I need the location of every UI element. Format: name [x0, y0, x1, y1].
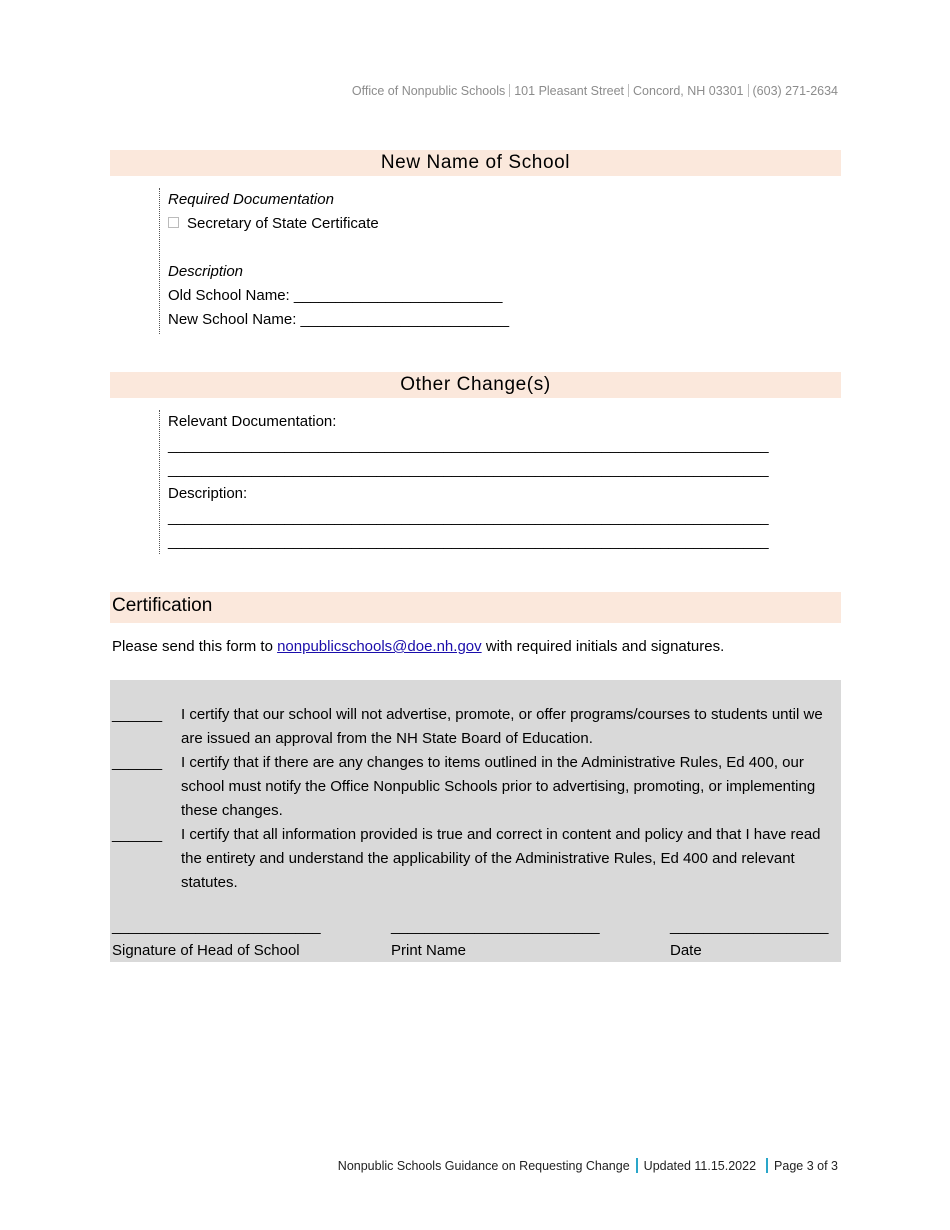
footer-divider	[766, 1158, 768, 1173]
new-school-name-field[interactable]: New School Name: _________________________	[168, 311, 510, 328]
certification-item	[112, 751, 840, 823]
certification-section-header	[110, 592, 841, 623]
relevant-documentation-label: Relevant Documentation:	[168, 413, 337, 430]
old-school-name-field[interactable]: Old School Name: _________________________	[168, 287, 503, 304]
other-changes-title: Other Change(s)	[400, 374, 551, 395]
certification-item	[112, 823, 840, 895]
signature-line[interactable]: _________________________	[112, 918, 321, 935]
footer-divider	[636, 1158, 638, 1173]
certification-title: Certification	[112, 595, 213, 616]
initials-blank[interactable]: ______	[112, 706, 163, 723]
header-phone: (603) 271-2634	[752, 84, 838, 98]
initials-blank[interactable]: ______	[112, 754, 163, 771]
send-suffix: with required initials and signatures.	[485, 638, 725, 655]
page-header	[352, 84, 838, 98]
email-link[interactable]: nonpublicschools@doe.nh.gov	[277, 638, 482, 655]
signature-label: Signature of Head of School	[112, 942, 300, 959]
header-street: 101 Pleasant Street	[514, 84, 625, 98]
description-line[interactable]: ________________________________________________________________________	[168, 533, 769, 550]
header-divider	[628, 84, 629, 97]
header-divider	[509, 84, 510, 97]
sos-certificate-item	[168, 212, 509, 236]
page-footer	[338, 1158, 838, 1173]
print-name-label: Print Name	[391, 942, 467, 959]
send-prefix: Please send this form to	[112, 638, 273, 655]
new-name-section-header	[110, 150, 841, 176]
header-city: Concord, NH 03301	[633, 84, 744, 98]
description-line[interactable]: ________________________________________________________________________	[168, 509, 769, 526]
date-line[interactable]: ___________________	[670, 918, 829, 935]
other-changes-section-body	[159, 410, 769, 554]
header-office: Office of Nonpublic Schools	[351, 84, 506, 98]
other-changes-section-header	[110, 372, 841, 398]
other-description-label: Description:	[168, 485, 248, 502]
print-name-line[interactable]: _________________________	[391, 918, 600, 935]
header-divider	[748, 84, 749, 97]
relevant-documentation-line[interactable]: ________________________________________________________________________	[168, 461, 769, 478]
required-documentation-label: Required Documentation	[168, 191, 334, 208]
send-instructions	[112, 638, 724, 655]
footer-page: Page 3 of 3	[774, 1159, 838, 1173]
new-name-section-body	[159, 188, 509, 334]
footer-updated: Updated 11.15.2022	[643, 1159, 757, 1173]
certification-text: I certify that our school will not advertise, promote, or offer programs/courses to students until we are issued an approval from the NH State Board of Education.	[181, 706, 823, 747]
certification-text: I certify that all information provided is true and correct in content and policy and that I have read the entirety and understand the applicability of the Administrative Rules, Ed 400 and relevant statutes.	[181, 826, 821, 891]
sos-certificate-checkbox[interactable]	[168, 217, 179, 228]
description-label: Description	[168, 263, 244, 280]
date-label: Date	[670, 942, 702, 959]
footer-doc-title: Nonpublic Schools Guidance on Requesting Change	[337, 1159, 630, 1173]
new-name-title: New Name of School	[380, 152, 571, 173]
certification-item	[112, 703, 840, 751]
sos-certificate-label: Secretary of State Certificate	[187, 215, 379, 232]
relevant-documentation-line[interactable]: ________________________________________________________________________	[168, 437, 769, 454]
initials-blank[interactable]: ______	[112, 826, 163, 843]
certification-text: I certify that if there are any changes to items outlined in the Administrative Rules, Ed 400, our school must notify the Office Nonpublic Schools prior to advertising, promoting, or implementing these changes.	[181, 754, 816, 819]
